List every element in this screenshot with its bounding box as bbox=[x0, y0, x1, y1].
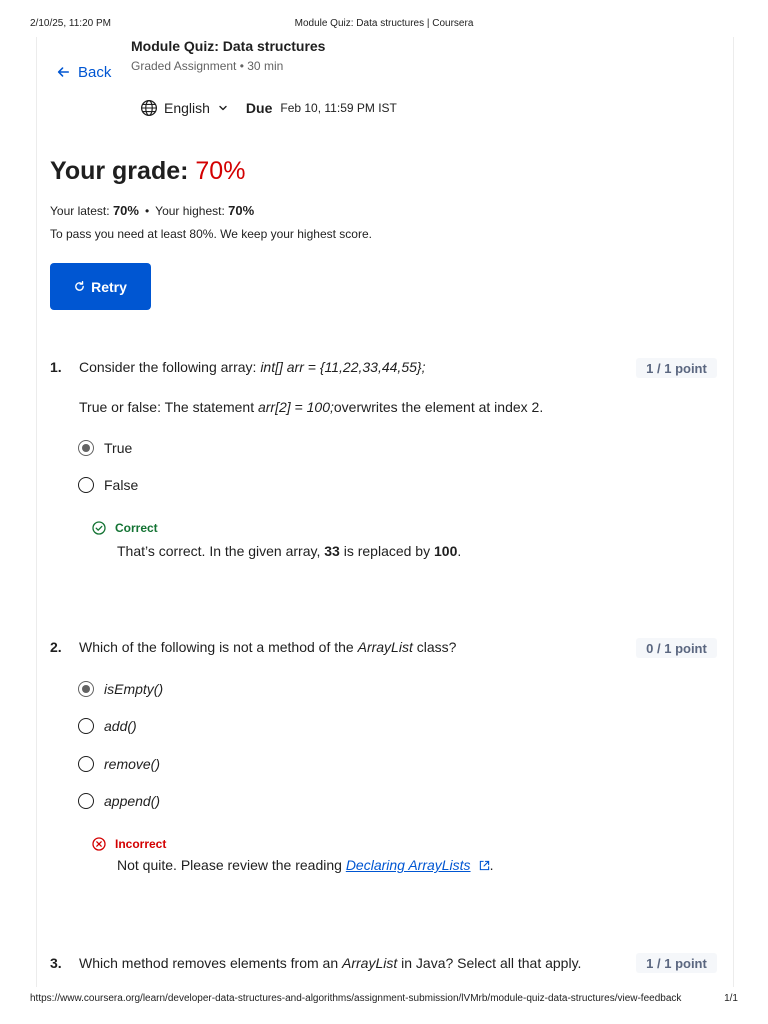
question-3-text-a: Which method removes elements from an bbox=[79, 955, 342, 971]
option-label: True bbox=[104, 440, 133, 456]
question-1-text-a: Consider the following array: bbox=[79, 359, 261, 375]
question-1-code: int[] arr = {11,22,33,44,55}; bbox=[260, 359, 426, 375]
due-label: Due bbox=[245, 100, 273, 116]
option-label: add() bbox=[104, 718, 137, 734]
question-1-points: 1 / 1 point bbox=[636, 358, 717, 378]
question-2-feedback-status bbox=[92, 837, 166, 851]
question-2-option-append[interactable] bbox=[78, 791, 160, 811]
option-label: append() bbox=[104, 793, 161, 809]
question-1-sub-b: overwrites the element at index 2. bbox=[333, 399, 544, 415]
option-label: False bbox=[104, 477, 139, 493]
feedback-text-mid: is replaced by bbox=[339, 543, 434, 559]
question-1-feedback-status bbox=[92, 521, 158, 535]
feedback-text-a: That’s correct. In the given array, bbox=[117, 543, 325, 559]
question-2-option-isempty[interactable] bbox=[78, 679, 163, 699]
print-url: https://www.coursera.org/learn/developer-data-structures-and-algorithms/assignment-submission/lVMrb/module-quiz-data-structures/view-feedback bbox=[30, 993, 682, 1004]
question-1-text bbox=[79, 359, 425, 375]
print-datetime: 2/10/25, 11:20 PM bbox=[30, 18, 111, 29]
question-1-sub-code: arr[2] = 100; bbox=[257, 399, 334, 415]
question-3-points: 1 / 1 point bbox=[636, 953, 717, 973]
language-selector[interactable] bbox=[140, 99, 228, 117]
question-3-text-b: in Java? Select all that apply. bbox=[397, 955, 582, 971]
quiz-title: Module Quiz: Data structures bbox=[131, 38, 326, 54]
retry-label: Retry bbox=[91, 278, 127, 295]
back-label: Back bbox=[78, 63, 112, 81]
option-label: isEmpty() bbox=[104, 681, 164, 697]
question-2-feedback-text bbox=[117, 857, 493, 873]
highest-label: Your highest: bbox=[155, 204, 229, 218]
question-2-text bbox=[79, 639, 456, 655]
question-3-number: 3. bbox=[50, 955, 62, 971]
question-1-subtext bbox=[79, 399, 543, 415]
score-summary bbox=[50, 203, 254, 218]
radio-selected[interactable] bbox=[78, 681, 94, 697]
check-circle-icon bbox=[92, 521, 106, 535]
question-2-number: 2. bbox=[50, 639, 62, 655]
arrow-left-icon bbox=[56, 65, 70, 79]
radio-unselected[interactable] bbox=[78, 718, 94, 734]
external-link-icon[interactable] bbox=[479, 860, 490, 871]
print-header bbox=[30, 18, 738, 32]
refresh-icon bbox=[74, 281, 85, 292]
latest-label: Your latest: bbox=[50, 204, 113, 218]
x-circle-icon bbox=[92, 837, 106, 851]
language-label: English bbox=[164, 100, 210, 116]
question-2-text-b: class? bbox=[412, 639, 457, 655]
question-2-code: ArrayList bbox=[357, 639, 413, 655]
feedback-text-end: . bbox=[457, 543, 462, 559]
language-due-row bbox=[140, 98, 397, 118]
back-button[interactable] bbox=[56, 62, 111, 82]
question-1-sub-a: True or false: The statement bbox=[79, 399, 258, 415]
question-1-feedback-text bbox=[117, 543, 461, 559]
quiz-meta: Graded Assignment • 30 min bbox=[131, 59, 284, 73]
grade-value: 70% bbox=[195, 157, 246, 185]
globe-icon bbox=[140, 99, 158, 117]
feedback-bold-2: 100 bbox=[434, 543, 458, 559]
option-label: remove() bbox=[104, 756, 161, 772]
chevron-down-icon bbox=[218, 103, 228, 113]
question-1-number: 1. bbox=[50, 359, 62, 375]
question-1-option-true[interactable] bbox=[78, 438, 132, 458]
radio-unselected[interactable] bbox=[78, 477, 94, 493]
radio-selected[interactable] bbox=[78, 440, 94, 456]
grade-label: Your grade: bbox=[50, 157, 196, 185]
question-3-text bbox=[79, 955, 581, 971]
feedback-bold-1: 33 bbox=[324, 543, 340, 559]
retry-button[interactable] bbox=[50, 263, 151, 310]
radio-unselected[interactable] bbox=[78, 756, 94, 772]
feedback-text-a: Not quite. Please review the reading bbox=[117, 857, 346, 873]
feedback-status-label: Incorrect bbox=[115, 837, 167, 851]
question-2-option-remove[interactable] bbox=[78, 754, 160, 774]
question-2-points: 0 / 1 point bbox=[636, 638, 717, 658]
pass-note: To pass you need at least 80%. We keep your highest score. bbox=[50, 227, 372, 241]
due-date: Feb 10, 11:59 PM IST bbox=[280, 101, 397, 115]
radio-unselected[interactable] bbox=[78, 793, 94, 809]
highest-value: 70% bbox=[228, 203, 255, 218]
question-2-option-add[interactable] bbox=[78, 716, 137, 736]
reading-link[interactable]: Declaring ArrayLists bbox=[345, 857, 471, 873]
grade-heading bbox=[50, 157, 245, 186]
print-tab-title: Module Quiz: Data structures | Coursera bbox=[294, 18, 474, 29]
question-2-text-a: Which of the following is not a method of the bbox=[79, 639, 358, 655]
bullet-separator: • bbox=[144, 204, 150, 218]
feedback-status-label: Correct bbox=[115, 521, 158, 535]
question-1-option-false[interactable] bbox=[78, 475, 138, 495]
question-3-code: ArrayList bbox=[342, 955, 398, 971]
feedback-text-end: . bbox=[489, 857, 494, 873]
print-page-number: 1/1 bbox=[724, 993, 738, 1004]
latest-value: 70% bbox=[112, 203, 139, 218]
